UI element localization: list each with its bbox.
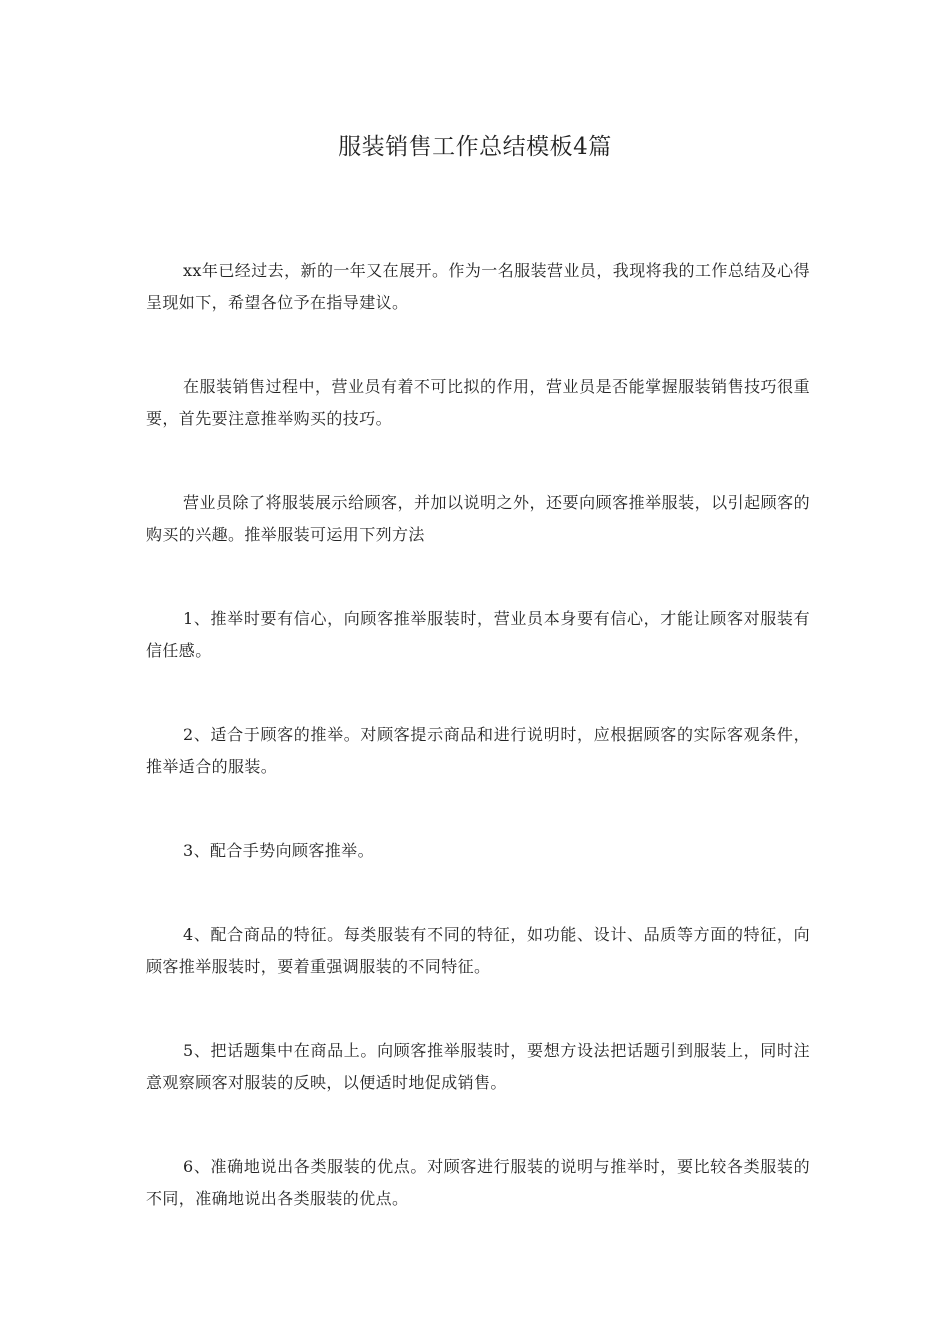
document-body bbox=[146, 255, 810, 1267]
paragraph-item-5: 5、把话题集中在商品上。向顾客推举服装时，要想方设法把话题引到服装上，同时注意观察顾客对服装的反映，以便适时地促成销售。 bbox=[146, 1041, 810, 1092]
document-title: 服装销售工作总结模板4篇 bbox=[338, 134, 612, 160]
paragraph-item-2: 2、适合于顾客的推举。对顾客提示商品和进行说明时，应根据顾客的实际客观条件，推举适合的服装。 bbox=[146, 725, 810, 776]
paragraph-sales-process: 在服装销售过程中，营业员有着不可比拟的作用，营业员是否能掌握服装销售技巧很重要，首先要注意推举购买的技巧。 bbox=[146, 377, 810, 428]
paragraph-item-6: 6、准确地说出各类服装的优点。对顾客进行服装的说明与推举时，要比较各类服装的不同，准确地说出各类服装的优点。 bbox=[146, 1157, 810, 1208]
paragraph-item-3: 3、配合手势向顾客推举。 bbox=[183, 841, 374, 860]
paragraph-item-1: 1、推举时要有信心，向顾客推举服装时，营业员本身要有信心，才能让顾客对服装有信任感。 bbox=[146, 609, 810, 660]
paragraph-item-4: 4、配合商品的特征。每类服装有不同的特征，如功能、设计、品质等方面的特征，向顾客推举服装时，要着重强调服装的不同特征。 bbox=[146, 925, 810, 976]
paragraph-intro: xx年已经过去，新的一年又在展开。作为一名服装营业员，我现将我的工作总结及心得呈现如下，希望各位予在指导建议。 bbox=[146, 261, 810, 312]
paragraph-recommend-methods: 营业员除了将服装展示给顾客，并加以说明之外，还要向顾客推举服装，以引起顾客的购买的兴趣。推举服装可运用下列方法 bbox=[146, 493, 810, 544]
